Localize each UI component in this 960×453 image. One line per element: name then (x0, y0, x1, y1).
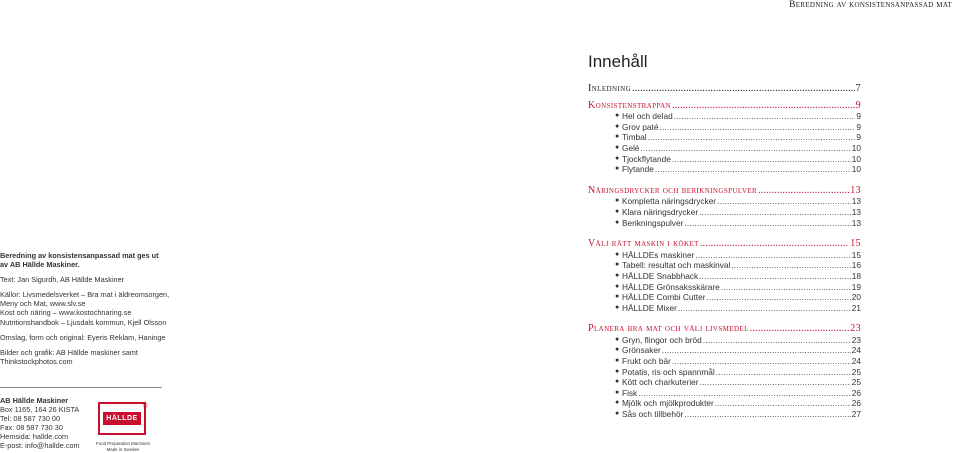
toc-page-number: 13 (851, 217, 861, 228)
toc-page-number: 26 (851, 398, 861, 409)
toc-section[interactable] (588, 84, 861, 95)
phone: Tel: 08 587 730 00 (0, 414, 61, 424)
bullet-icon: ● (615, 282, 620, 290)
toc-item[interactable] (588, 356, 861, 367)
toc-leader (672, 356, 851, 367)
toc-item[interactable] (588, 282, 861, 293)
toc-label: Inledning (588, 83, 632, 94)
toc-section[interactable] (588, 239, 861, 250)
toc-leader (699, 271, 851, 282)
toc-page-number: 19 (851, 281, 861, 292)
toc-item[interactable] (588, 207, 861, 218)
toc-leader (659, 122, 855, 133)
table-of-contents (588, 84, 861, 420)
toc-leader (672, 101, 855, 112)
toc-label: HÄLLDE Mixer (622, 302, 677, 313)
toc-label: Potatis, ris och spannmål (622, 366, 715, 377)
toc-label: Klara näringsdrycker (622, 206, 699, 217)
toc-page-number: 9 (856, 121, 861, 132)
bullet-icon: ● (615, 357, 620, 365)
fax: Fax: 08 587 730 30 (0, 423, 63, 433)
bullet-icon: ● (615, 218, 620, 226)
toc-leader (662, 345, 851, 356)
toc-section[interactable] (588, 101, 861, 112)
toc-label: Tjockflytande (622, 153, 671, 164)
toc-item[interactable] (588, 196, 861, 207)
toc-page-number: 13 (851, 196, 861, 207)
toc-leader (655, 164, 851, 175)
bullet-icon: ● (615, 207, 620, 215)
bullet-icon: ● (615, 388, 620, 396)
toc-label: HÄLLDE Snabbhack (622, 270, 699, 281)
bullet-icon: ● (615, 261, 620, 269)
bullet-icon: ● (615, 154, 620, 162)
toc-leader (750, 324, 849, 335)
toc-leader (731, 260, 850, 271)
toc-label: Kompletta näringsdrycker (622, 196, 717, 207)
toc-page-number: 27 (851, 409, 861, 420)
toc-leader (672, 154, 851, 165)
toc-item[interactable] (588, 409, 861, 420)
toc-leader (706, 292, 850, 303)
toc-leader (641, 143, 851, 154)
logo-tagline: Food Preparation Machines Made in Sweden (96, 441, 150, 452)
toc-page-number: 25 (851, 366, 861, 377)
toc-item[interactable] (588, 111, 861, 122)
toc-page-number: 9 (856, 132, 861, 143)
toc-leader (632, 84, 855, 95)
toc-item[interactable] (588, 154, 861, 165)
credits-block (0, 251, 170, 372)
toc-label: HÄLLDE Combi Cutter (622, 292, 706, 303)
toc-label: Sås och tillbehör (622, 409, 684, 420)
toc-page-number: 26 (851, 387, 861, 398)
publisher-statement: Beredning av konsistensanpassad mat ges ut av AB Hällde Maskiner. (0, 251, 159, 270)
toc-page-number: 13 (850, 184, 861, 196)
toc-label: Mjölk och mjölkprodukter (622, 398, 714, 409)
toc-leader (717, 196, 851, 207)
toc-label: Näringsdrycker och berikningspulver (588, 184, 758, 196)
website: Hemsida: hallde.com (0, 432, 69, 442)
company-address (0, 396, 96, 451)
toc-leader (703, 335, 851, 346)
toc-item[interactable] (588, 377, 861, 388)
toc-item[interactable] (588, 132, 861, 143)
toc-label: Frukt och bär (622, 356, 671, 367)
toc-page-number: 13 (851, 206, 861, 217)
toc-item[interactable] (588, 164, 861, 175)
divider (0, 387, 162, 388)
bullet-icon: ● (615, 122, 620, 130)
toc-page-number: 23 (851, 334, 861, 345)
toc-label: Grov paté (622, 121, 659, 132)
toc-label: Gelé (622, 142, 640, 153)
toc-leader (684, 218, 850, 229)
bullet-icon: ● (615, 410, 620, 418)
street-address: Box 1165, 164 26 KISTA (0, 405, 80, 415)
toc-label: Timbal (622, 132, 647, 143)
toc-page-number: 24 (851, 345, 861, 356)
toc-leader (700, 239, 849, 250)
toc-item[interactable] (588, 303, 861, 314)
toc-leader (716, 367, 851, 378)
toc-section[interactable] (588, 324, 861, 335)
sources-credit: Källor: Livsmedelsverket – Bra mat i äldreomsorgen, Meny och Mat, www.slv.se Kost och näring – www.kostochnaring.se Nutritionshandbok – Ljusdals kommun, Kjell Olsson (0, 290, 170, 327)
toc-item[interactable] (588, 143, 861, 154)
logo-wordmark: HÄLLDE (103, 412, 141, 425)
toc-page-number: 9 (855, 99, 861, 111)
toc-label: Fisk (622, 387, 638, 398)
toc-item[interactable] (588, 345, 861, 356)
toc-leader (684, 409, 850, 420)
company-name: AB Hällde Maskiner (0, 396, 69, 405)
toc-page-number: 18 (851, 270, 861, 281)
toc-leader (721, 282, 851, 293)
toc-section[interactable] (588, 186, 861, 197)
toc-page-number: 9 (856, 111, 861, 122)
toc-leader (674, 111, 856, 122)
bullet-icon: ● (615, 399, 620, 407)
bullet-icon: ● (615, 143, 620, 151)
toc-label: Tabell: resultat och maskinval (622, 260, 731, 271)
toc-item[interactable] (588, 292, 861, 303)
toc-item[interactable] (588, 335, 861, 346)
toc-page-number: 10 (851, 153, 861, 164)
toc-label: Konsistenstrappan (588, 99, 672, 111)
toc-leader (699, 207, 851, 218)
toc-page-number: 24 (851, 356, 861, 367)
toc-item[interactable] (588, 388, 861, 399)
toc-page-number: 15 (850, 238, 861, 250)
author-credit: Text: Jan Sigurdh, AB Hällde Maskiner (0, 275, 125, 285)
bullet-icon: ● (615, 378, 620, 386)
toc-label: Grönsaker (622, 345, 661, 356)
images-credit: Bilder och grafik: AB Hällde maskiner samt Thinkstockphotos.com (0, 347, 138, 366)
bullet-icon: ● (615, 367, 620, 375)
toc-label: Planera bra mat och välj livsmedel (588, 323, 749, 335)
bullet-icon: ● (615, 335, 620, 343)
bullet-icon: ● (615, 293, 620, 301)
toc-page-number: 10 (851, 164, 861, 175)
toc-page-number: 20 (851, 292, 861, 303)
toc-label: HÄLLDE Grönsaksskärare (622, 281, 720, 292)
toc-label: Kött och charkuterier (622, 377, 699, 388)
toc-item[interactable] (588, 122, 861, 133)
bullet-icon: ● (615, 303, 620, 311)
toc-item[interactable] (588, 398, 861, 409)
toc-label: HÄLLDEs maskiner (622, 249, 695, 260)
toc-item[interactable] (588, 218, 861, 229)
logo-frame (98, 402, 146, 435)
bullet-icon: ● (615, 271, 620, 279)
toc-page-number: 10 (851, 142, 861, 153)
toc-leader (700, 377, 851, 388)
toc-item[interactable] (588, 260, 861, 271)
toc-leader (695, 250, 850, 261)
toc-label: Flytande (622, 164, 654, 175)
toc-page-number: 21 (851, 302, 861, 313)
toc-label: Välj rätt maskin i köket (588, 238, 699, 250)
toc-leader (715, 398, 851, 409)
bullet-icon: ● (615, 112, 620, 120)
bullet-icon: ● (615, 133, 620, 141)
toc-page-number: 15 (851, 249, 861, 260)
toc-leader (638, 388, 851, 399)
toc-leader (648, 132, 856, 143)
cover-credit: Omslag, form och original: Eyeris Reklam, Haninge (0, 332, 166, 342)
toc-title: Innehåll (588, 52, 648, 71)
email: E-post: info@hallde.com (0, 441, 80, 451)
toc-leader (758, 186, 849, 197)
toc-label: Gryn, flingor och bröd (622, 334, 702, 345)
toc-page-number: 16 (851, 260, 861, 271)
running-title: Beredning av konsistensanpassad mat (789, 0, 952, 10)
toc-page-number: 23 (850, 323, 861, 335)
toc-leader (678, 303, 851, 314)
toc-item[interactable] (588, 250, 861, 261)
toc-label: Berikningspulver (622, 217, 684, 228)
bullet-icon: ● (615, 197, 620, 205)
toc-label: Hel och delad (622, 111, 673, 122)
bullet-icon: ● (615, 250, 620, 258)
bullet-icon: ● (615, 346, 620, 354)
bullet-icon: ● (615, 165, 620, 173)
toc-page-number: 25 (851, 377, 861, 388)
toc-item[interactable] (588, 367, 861, 378)
toc-page-number: 7 (855, 83, 861, 94)
registered-mark: ® (143, 404, 148, 410)
toc-item[interactable] (588, 271, 861, 282)
